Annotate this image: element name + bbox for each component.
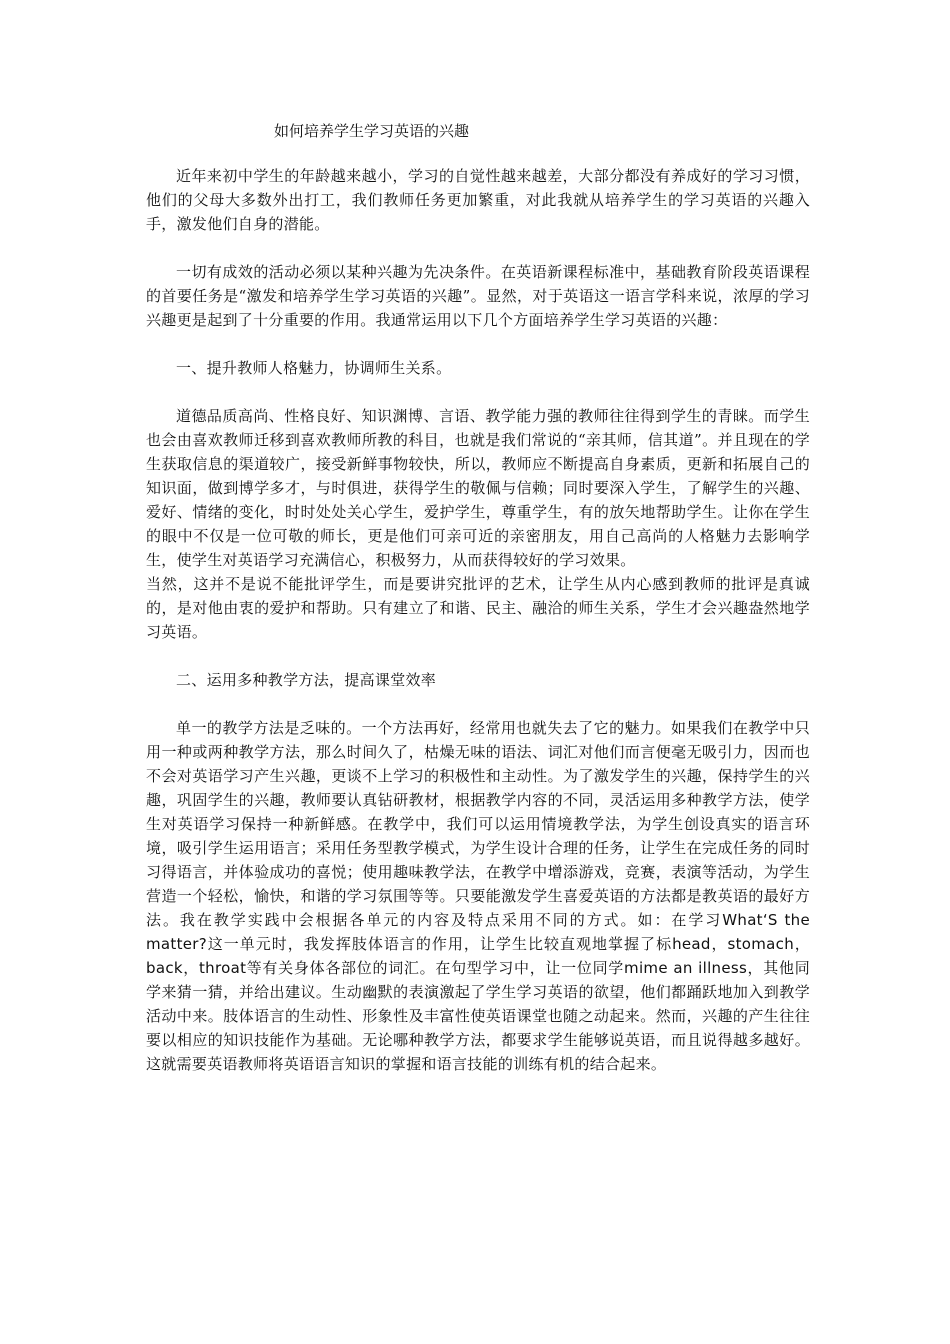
section-2-english-unit: What‘S the matter?	[146, 911, 810, 953]
document-page	[146, 118, 810, 1076]
interest-paragraph: 一切有成效的活动必须以某种兴趣为先决条件。在英语新课程标准中，基础教育阶段英语课程的首要任务是“激发和培养学生学习英语的兴趣”。显然，对于英语这一语言学科来说，浓厚的学习兴趣更是起到了十分重要的作用。我通常运用以下几个方面培养学生学习英语的兴趣：	[146, 263, 810, 329]
section-2-text-1: 单一的教学方法是乏味的。一个方法再好，经常用也就失去了它的魅力。如果我们在教学中只用一种或两种教学方法，那么时间久了，枯燥无味的语法、词汇对他们而言便毫无吸引力，因而也不会对英语学习产生兴趣，更谈不上学习的积极性和主动性。为了激发学生的兴趣，保持学生的兴趣，巩固学生的兴趣，教师要认真钻研教材，根据教学内容的不同，灵活运用多种教学方法，使学生对英语学习保持一种新鲜感。在教学中，我们可以运用情境教学法，为学生创设真实的语言环境，吸引学生运用语言；采用任务型教学模式，为学生设计合理的任务，让学生在完成任务的同时习得语言，并体验成功的喜悦；使用趣味教学法，在教学中增添游戏，竞赛，表演等活动，为学生营造一个轻松，愉快，和谐的学习氛围等等。只要能激发学生喜爱英语的方法都是教英语的最好方法。我在教学实践中会根据各单元的内容及特点采用不同的方式。如：在学习	[146, 719, 810, 929]
intro-paragraph: 近年来初中学生的年龄越来越小，学习的自觉性越来越差，大部分都没有养成好的学习习惯，他们的父母大多数外出打工，我们教师任务更加繁重，对此我就从培养学生的学习英语的兴趣入手，激发他们自身的潜能。	[146, 167, 810, 233]
section-2-text-3: 等有关身体各部位的词汇。在句型学习中，让一位同学	[246, 959, 625, 977]
section-1-heading: 一、提升教师人格魅力，协调师生关系。	[176, 359, 452, 377]
section-2-heading: 二、运用多种教学方法，提高课堂效率	[176, 671, 437, 689]
section-2-english-words: head，stomach，back，throat	[146, 935, 811, 977]
section-1-paragraph-2: 当然，这并不是说不能批评学生，而是要讲究批评的艺术，让学生从内心感到教师的批评是真诚的，是对他由衷的爱护和帮助。只有建立了和谐、民主、融洽的师生关系，学生才会兴趣盎然地学习英语。	[146, 575, 810, 641]
document-title: 如何培养学生学习英语的兴趣	[274, 122, 470, 140]
section-2-paragraph	[146, 716, 810, 1076]
section-2-text-2: 这一单元时，我发挥肢体语言的作用，让学生比较直观地掌握了标	[207, 935, 673, 953]
section-1-paragraph-1: 道德品质高尚、性格良好、知识渊博、言语、教学能力强的教师往往得到学生的青睐。而学生也会由喜欢教师迁移到喜欢教师所教的科目，也就是我们常说的“亲其师，信其道”。并且现在的学生获取信息的渠道较广，接受新鲜事物较快，所以，教师应不断提高自身素质，更新和拓展自己的知识面，做到博学多才，与时俱进，获得学生的敬佩与信赖；同时要深入学生，了解学生的兴趣、爱好、情绪的变化，时时处处关心学生，爱护学生，尊重学生，有的放矢地帮助学生。让你在学生的眼中不仅是一位可敬的师长，更是他们可亲可近的亲密朋友，用自己高尚的人格魅力去影响学生，使学生对英语学习充满信心，积极努力，从而获得较好的学习效果。	[146, 407, 810, 569]
section-2-text-4: ，其他同学来猜一猜，并给出建议。生动幽默的表演激起了学生学习英语的欲望，他们都踊跃地加入到教学活动中来。肢体语言的生动性、形象性及丰富性使英语课堂也随之动起来。然而，兴趣的产生往往要以相应的知识技能作为基础。无论哪种教学方法，都要求学生能够说英语，而且说得越多越好。这就需要英语教师将英语语言知识的掌握和语言技能的训练有机的结合起来。	[146, 959, 810, 1073]
section-2-english-phrase: mime an illness	[624, 959, 748, 977]
